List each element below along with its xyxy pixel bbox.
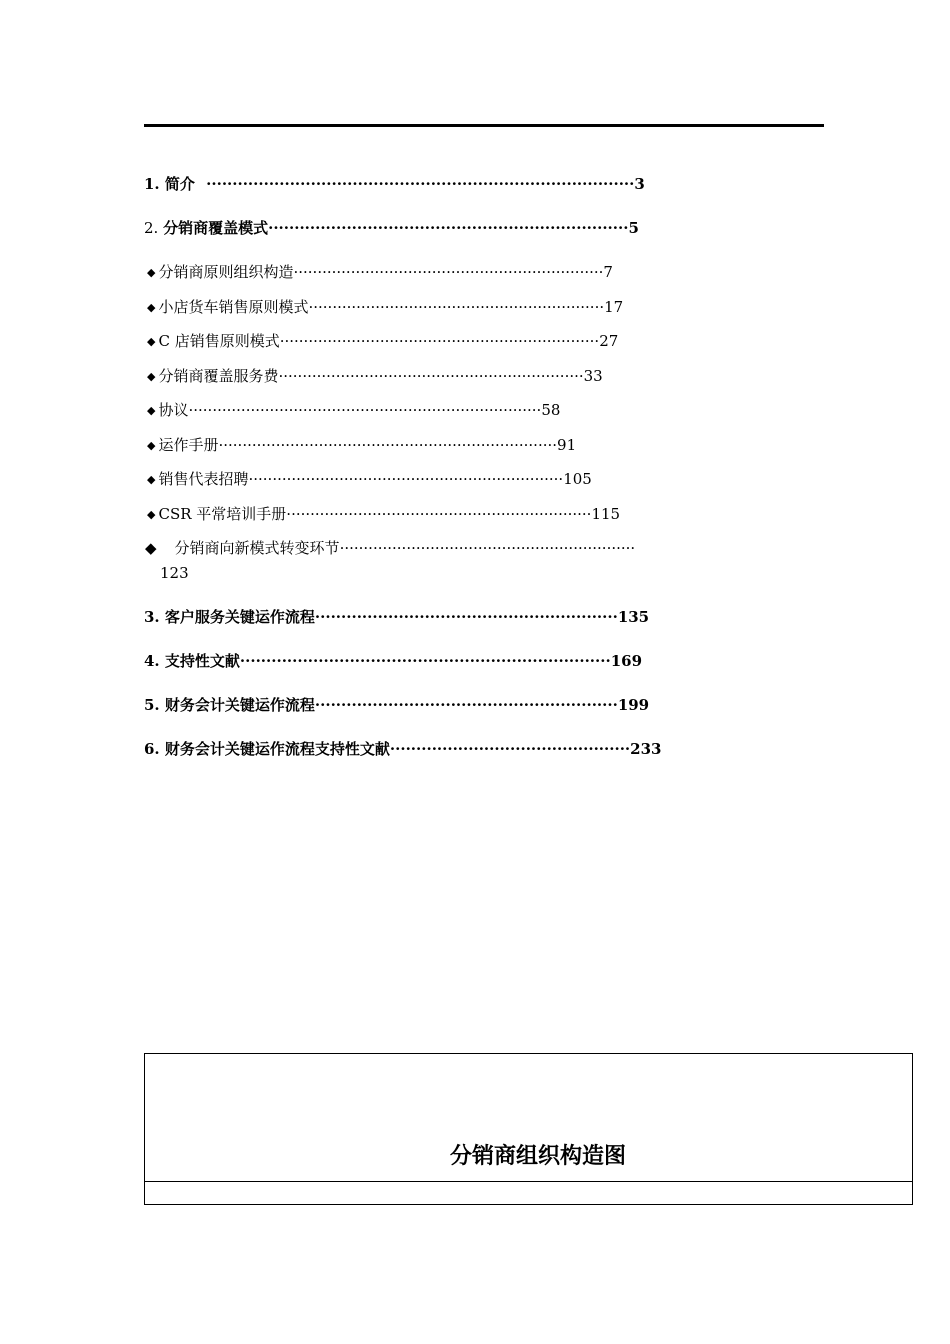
toc-page: 199	[617, 696, 650, 714]
toc-entry-6[interactable]	[144, 739, 661, 759]
toc-title: 分销商向新模式转变环节	[174, 539, 340, 557]
header-rule	[144, 124, 824, 127]
toc-sub-entry[interactable]	[147, 262, 613, 283]
toc-page: 169	[610, 652, 643, 670]
toc-title: 客户服务关键运作流程	[164, 608, 315, 626]
diamond-bullet-icon: ◆	[145, 539, 157, 557]
toc-sub-entry[interactable]	[147, 435, 576, 456]
toc-leader: ···································································	[279, 332, 600, 350]
toc-entry-1[interactable]	[144, 174, 645, 194]
toc-sub-entry[interactable]	[147, 366, 603, 387]
toc-page: 5	[628, 219, 639, 237]
toc-entry-4[interactable]	[144, 651, 642, 671]
toc-number: 1.	[144, 175, 160, 193]
toc-leader: ··············································	[389, 740, 631, 758]
toc-entry-3[interactable]	[144, 607, 649, 627]
toc-entry-5[interactable]	[144, 695, 649, 715]
toc-page: 105	[563, 470, 592, 488]
toc-page: 17	[604, 298, 624, 316]
toc-sub-entry[interactable]	[147, 400, 560, 421]
toc-title: 简介	[164, 175, 195, 193]
diamond-bullet-icon: ◆	[147, 439, 156, 452]
chart-title-box	[144, 1053, 913, 1205]
toc-sub-entry[interactable]	[147, 504, 620, 525]
toc-page: 33	[583, 367, 603, 385]
toc-title: 协议	[158, 401, 189, 419]
toc-leader: ··································································	[248, 470, 564, 488]
toc-leader: ··························································	[314, 608, 618, 626]
toc-sub-entry[interactable]	[147, 331, 618, 352]
toc-leader: ······························································	[308, 298, 605, 316]
toc-page: 135	[617, 608, 650, 626]
toc-title: 分销商覆盖模式	[163, 219, 269, 237]
diamond-bullet-icon: ◆	[147, 404, 156, 417]
toc-leader: ·································································	[293, 263, 604, 281]
toc-title: 支持性文献	[164, 652, 240, 670]
toc-title: C 店销售原则模式	[158, 332, 280, 350]
toc-number: 2.	[144, 219, 159, 237]
toc-title: 分销商原则组织构造	[158, 263, 294, 281]
toc-page: 7	[603, 263, 613, 281]
box-divider	[145, 1181, 912, 1182]
toc-title: 分销商覆盖服务费	[158, 367, 279, 385]
diamond-bullet-icon: ◆	[147, 508, 156, 521]
toc-page: 91	[557, 436, 577, 454]
toc-leader: ································································	[286, 505, 592, 523]
toc-sub-entry[interactable]	[147, 469, 592, 490]
toc-page: 115	[591, 505, 621, 523]
diamond-bullet-icon: ◆	[147, 266, 156, 279]
diamond-bullet-icon: ◆	[147, 473, 156, 486]
box-title: 分销商组织构造图	[450, 1143, 627, 1169]
toc-leader: ··················································································	[206, 175, 635, 193]
toc-number: 5.	[144, 696, 160, 714]
diamond-bullet-icon: ◆	[147, 301, 156, 314]
toc-page: 123	[160, 564, 189, 582]
toc-number: 6.	[144, 740, 160, 758]
toc-entry-2[interactable]	[144, 218, 639, 238]
toc-sub-entry[interactable]	[147, 297, 623, 318]
toc-page: 27	[599, 332, 619, 350]
toc-leader: ··························································	[314, 696, 618, 714]
toc-page: 3	[634, 175, 645, 193]
toc-leader: ·······································································	[218, 436, 558, 454]
toc-number: 4.	[144, 652, 160, 670]
toc-leader: ······························································	[339, 539, 636, 557]
toc-leader: ································································	[278, 367, 584, 385]
diamond-bullet-icon: ◆	[147, 335, 156, 348]
diamond-bullet-icon: ◆	[147, 370, 156, 383]
toc-page: 58	[541, 401, 561, 419]
toc-title: CSR 平常培训手册	[158, 505, 287, 523]
toc-page: 233	[630, 740, 662, 758]
toc-title: 销售代表招聘	[158, 470, 249, 488]
toc-leader: ·····································································	[268, 219, 629, 237]
toc-title: 小店货车销售原则模式	[158, 298, 309, 316]
toc-title: 财务会计关键运作流程支持性文献	[164, 740, 390, 758]
toc-title: 财务会计关键运作流程	[164, 696, 315, 714]
toc-leader: ··········································································	[188, 401, 542, 419]
toc-sub-entry-wrapped[interactable]	[145, 538, 635, 558]
toc-title: 运作手册	[158, 436, 219, 454]
toc-leader: ·······································································	[239, 652, 611, 670]
toc-number: 3.	[144, 608, 160, 626]
